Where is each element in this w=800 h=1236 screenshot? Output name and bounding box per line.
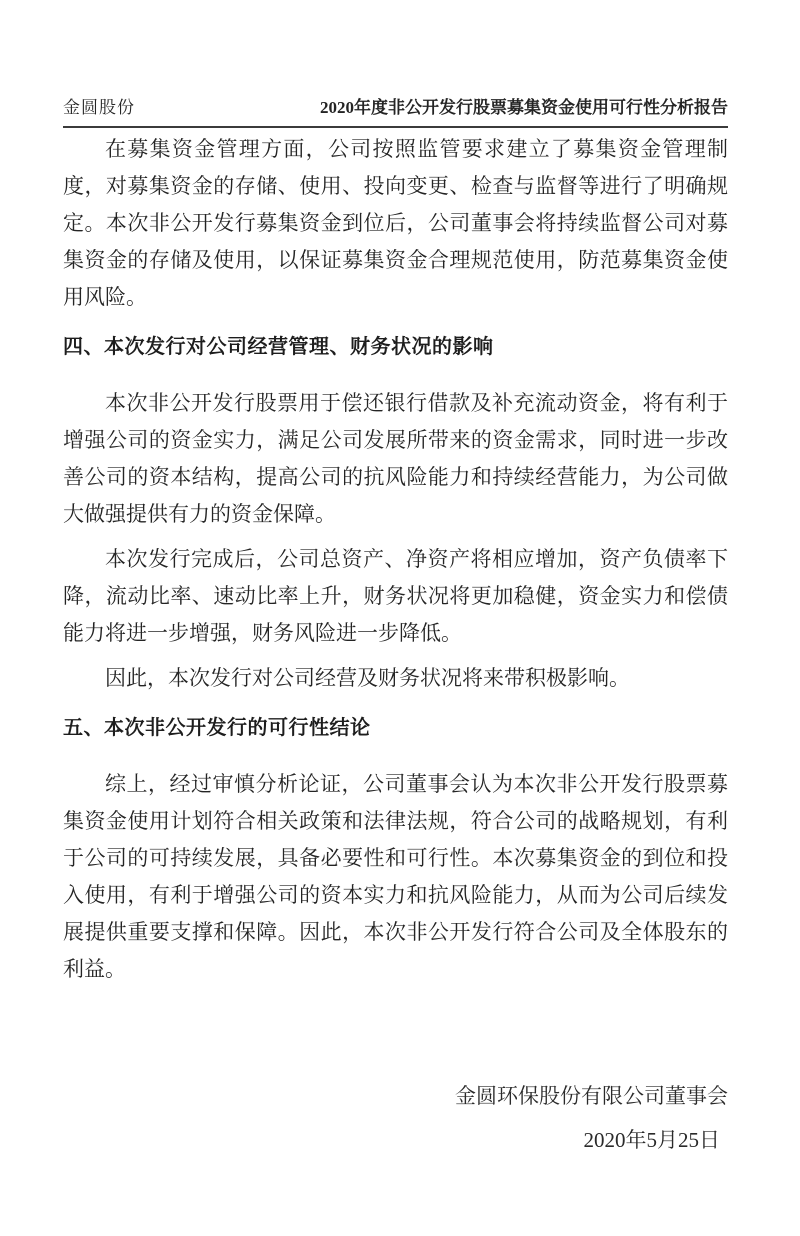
section-4-paragraph-1: 本次非公开发行股票用于偿还银行借款及补充流动资金，将有利于增强公司的资金实力，满足公司发展所带来的资金需求，同时进一步改善公司的资本结构，提高公司的抗风险能力和持续经营能力，为公司做大做强提供有力的资金保障。 xyxy=(63,391,728,526)
signature-signer: 金圆环保股份有限公司董事会 xyxy=(455,1084,728,1108)
page-header xyxy=(63,93,728,128)
section-4-paragraph-3: 因此，本次发行对公司经营及财务状况将来带积极影响。 xyxy=(105,666,630,690)
section-4-paragraph-2: 本次发行完成后，公司总资产、净资产将相应增加，资产负债率下降，流动比率、速动比率上升，财务状况将更加稳健，资金实力和偿债能力将进一步增强，财务风险进一步降低。 xyxy=(63,547,728,645)
document-body xyxy=(63,131,728,1162)
signature-block xyxy=(63,1074,728,1162)
section-5-heading: 五、本次非公开发行的可行性结论 xyxy=(63,717,371,739)
signature-date: 2020年5月25日 xyxy=(583,1128,720,1152)
section-4-heading: 四、本次发行对公司经营管理、财务状况的影响 xyxy=(63,336,494,358)
paragraph-fund-management: 在募集资金管理方面，公司按照监管要求建立了募集资金管理制度，对募集资金的存储、使用、投向变更、检查与监督等进行了明确规定。本次非公开发行募集资金到位后，公司董事会将持续监督公司对募集资金的存储及使用，以保证募集资金合理规范使用，防范募集资金使用风险。 xyxy=(63,137,728,309)
section-5-paragraph-1: 综上，经过审慎分析论证，公司董事会认为本次非公开发行股票募集资金使用计划符合相关政策和法律法规，符合公司的战略规划，有利于公司的可持续发展，具备必要性和可行性。本次募集资金的到位和投入使用，有利于增强公司的资本实力和抗风险能力，从而为公司后续发展提供重要支撑和保障。因此，本次非公开发行符合公司及全体股东的利益。 xyxy=(63,772,728,981)
header-company-name: 金圆股份 xyxy=(63,98,135,117)
header-report-title: 2020年度非公开发行股票募集资金使用可行性分析报告 xyxy=(320,98,728,117)
